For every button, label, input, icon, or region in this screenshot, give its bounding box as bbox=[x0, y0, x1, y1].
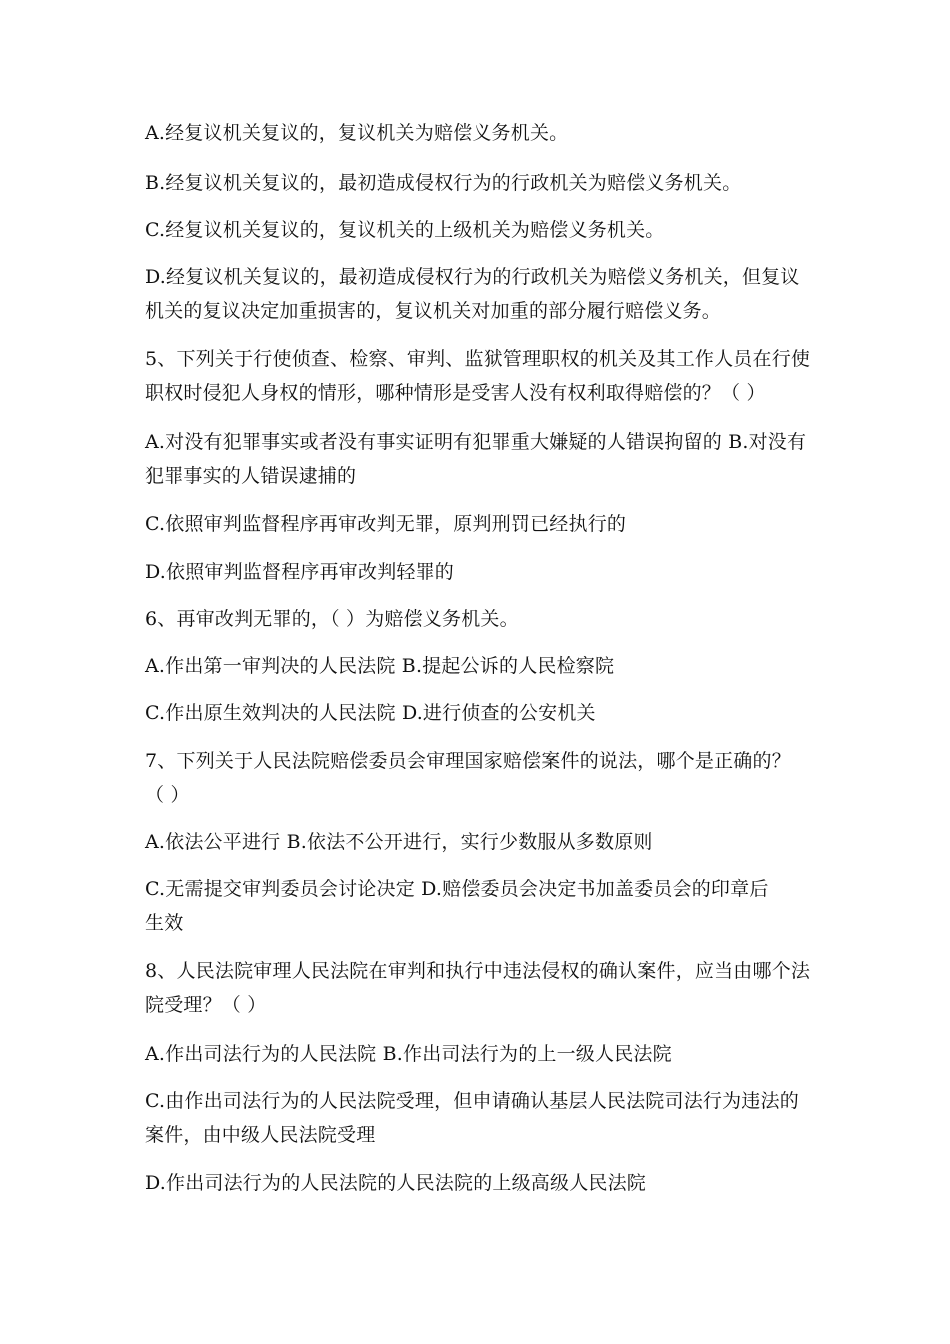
option-c-q8-line2: 案件，由中级人民法院受理 bbox=[145, 1124, 376, 1146]
options-ab-q7: A.依法公平进行 B.依法不公开进行，实行少数服从多数原则 bbox=[145, 831, 653, 853]
option-c-q8-line1: C.由作出司法行为的人民法院受理，但申请确认基层人民法院司法行为违法的 bbox=[145, 1090, 799, 1112]
question-6: 6、再审改判无罪的，（ ）为赔偿义务机关。 bbox=[145, 608, 519, 630]
option-d-q5: D.依照审判监督程序再审改判轻罪的 bbox=[145, 561, 454, 583]
option-b-q4: B.经复议机关复议的，最初造成侵权行为的行政机关为赔偿义务机关。 bbox=[145, 172, 742, 194]
option-a-q5-line2: 犯罪事实的人错误逮捕的 bbox=[145, 465, 357, 487]
option-c-q4: C.经复议机关复议的，复议机关的上级机关为赔偿义务机关。 bbox=[145, 219, 665, 241]
option-d-q4-line1: D.经复议机关复议的，最初造成侵权行为的行政机关为赔偿义务机关，但复议 bbox=[145, 266, 800, 288]
options-cd-q6: C.作出原生效判决的人民法院 D.进行侦查的公安机关 bbox=[145, 702, 596, 724]
question-5-line2: 职权时侵犯人身权的情形，哪种情形是受害人没有权利取得赔偿的？（ ） bbox=[145, 382, 766, 404]
question-8-line1: 8、人民法院审理人民法院在审判和执行中违法侵权的确认案件，应当由哪个法 bbox=[145, 960, 811, 982]
options-cd-q7-line2: 生效 bbox=[145, 912, 184, 934]
option-d-q8: D.作出司法行为的人民法院的人民法院的上级高级人民法院 bbox=[145, 1172, 646, 1194]
option-a-q4: A.经复议机关复议的，复议机关为赔偿义务机关。 bbox=[145, 122, 569, 144]
question-5-line1: 5、下列关于行使侦查、检察、审判、监狱管理职权的机关及其工作人员在行使 bbox=[145, 348, 811, 370]
options-cd-q7-line1: C.无需提交审判委员会讨论决定 D.赔偿委员会决定书加盖委员会的印章后 bbox=[145, 878, 769, 900]
question-8-line2: 院受理？（ ） bbox=[145, 994, 267, 1016]
question-7-line2: （ ） bbox=[145, 784, 190, 806]
options-ab-q8: A.作出司法行为的人民法院 B.作出司法行为的上一级人民法院 bbox=[145, 1043, 672, 1065]
option-c-q5: C.依照审判监督程序再审改判无罪，原判刑罚已经执行的 bbox=[145, 513, 627, 535]
option-a-q5-line1: A.对没有犯罪事实或者没有事实证明有犯罪重大嫌疑的人错误拘留的 B.对没有 bbox=[145, 431, 807, 453]
option-d-q4-line2: 机关的复议决定加重损害的，复议机关对加重的部分履行赔偿义务。 bbox=[145, 300, 722, 322]
options-ab-q6: A.作出第一审判决的人民法院 B.提起公诉的人民检察院 bbox=[145, 655, 615, 677]
question-7-line1: 7、下列关于人民法院赔偿委员会审理国家赔偿案件的说法，哪个是正确的？ bbox=[145, 750, 791, 772]
